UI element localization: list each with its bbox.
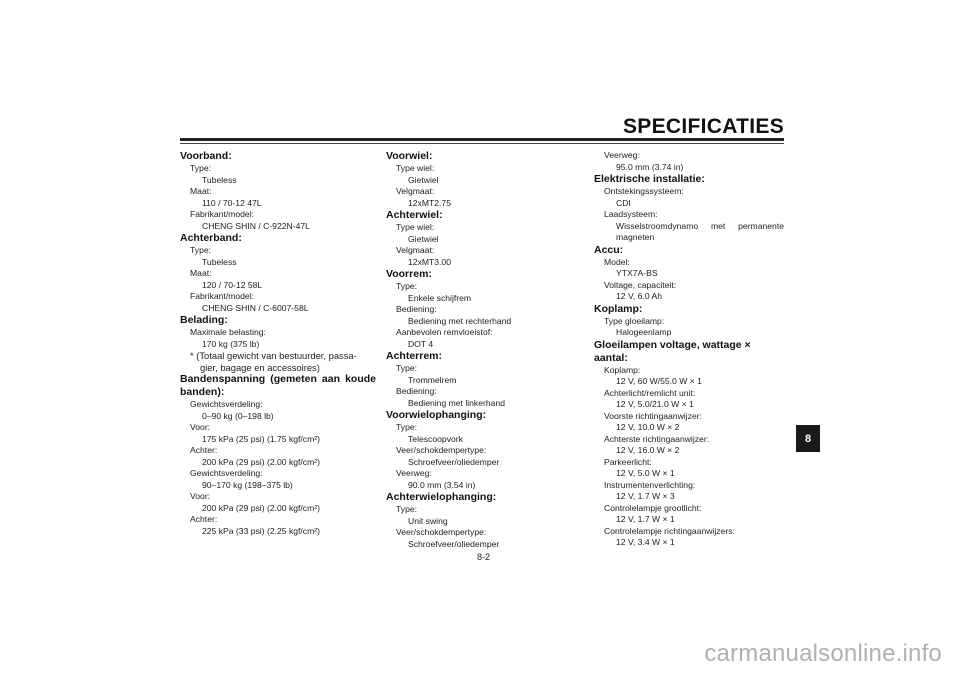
section-heading: Voorband: [180,150,232,162]
section-heading: Voorwiel: [386,150,433,162]
spec-value: 12xMT2.75 [408,197,451,208]
header-rule-thin [180,143,784,144]
spec-value: Bediening met linkerhand [408,397,505,408]
column-electrical [594,150,784,549]
spec-label: Velgmaat: [396,245,435,255]
spec-value: Gietwiel [408,174,439,185]
spec-label: Veer/schokdempertype: [396,527,487,537]
spec-label: Voorste richtingaanwijzer: [604,410,702,421]
spec-label: Controlelampje grootlicht: [604,502,702,513]
spec-value: CHENG SHIN / C-6007-58L [202,302,309,313]
spec-value: Schroefveer/oliedemper [408,538,500,549]
section-heading: Accu: [594,243,624,256]
spec-value: Enkele schijfrem [408,292,472,303]
spec-value: 200 kPa (29 psi) (2.00 kgf/cm²) [202,456,320,467]
spec-value: Unit swing [408,515,448,526]
spec-label: Bediening: [396,304,437,314]
spec-value: Tubeless [202,256,237,267]
spec-value: Bediening met rechterhand [408,315,512,326]
section-heading: Bandenspanning (gemeten aan koude [180,373,376,385]
spec-value: Halogeenlamp [616,327,672,337]
spec-label: Koplamp: [604,364,641,375]
spec-value: YTX7A-BS [616,268,658,278]
section-heading: Achterwielophanging: [386,491,497,503]
spec-label: Type: [396,363,418,373]
section-heading: Achterwiel: [386,209,443,221]
spec-label: Voltage, capaciteit: [604,279,677,290]
section-heading: Achterband: [180,232,242,244]
spec-label: Ontstekingssysteem: [604,186,684,196]
spec-label: Instrumentenverlichting: [604,479,696,490]
spec-value: Telescoopvork [408,433,463,444]
spec-label: Controlelampje richtingaanwijzers: [604,525,735,536]
spec-label: Fabrikant/model: [190,209,255,219]
footnote: * (Totaal gewicht van bestuurder, passa- [190,350,357,361]
spec-value: 12 V, 5.0 W × 1 [616,468,675,478]
spec-label: Veer/schokdempertype: [396,445,487,455]
spec-label: Achter: [190,445,218,455]
page-title: SPECIFICATIES [622,115,784,138]
spec-value: 12 V, 16.0 W × 2 [616,445,680,455]
spec-value: Schroefveer/oliedemper [408,456,500,467]
spec-label: Maat: [190,186,212,196]
spec-label: Maat: [190,268,212,278]
spec-label: Velgmaat: [396,186,435,196]
spec-value: 95.0 mm (3.74 in) [616,161,684,172]
header-rule [180,138,784,141]
spec-label: Parkeerlicht: [604,456,652,467]
spec-label: Maximale belasting: [190,327,266,337]
spec-value: 90–170 kg (198–375 lb) [202,479,293,490]
spec-label: Type: [396,422,418,432]
spec-value: CHENG SHIN / C-922N-47L [202,220,310,231]
spec-value: 12 V, 1.7 W × 3 [616,491,675,501]
section-heading: Elektrische installatie: [594,173,705,185]
spec-label: Type gloeilamp: [604,315,665,326]
spec-value: 175 kPa (25 psi) (1.75 kgf/cm²) [202,433,320,444]
section-heading: Voorwielophanging: [386,409,487,421]
page-number: 8-2 [477,552,491,562]
spec-label: Type: [396,504,418,514]
spec-value: 200 kPa (29 psi) (2.00 kgf/cm²) [202,502,320,513]
spec-label: Aanbevolen remvloeistof: [396,327,493,337]
spec-value: 225 kPa (33 psi) (2.25 kgf/cm²) [202,525,320,536]
section-heading: Belading: [180,314,228,326]
spec-value: magneten [616,232,655,242]
spec-value: 90.0 mm (3.54 in) [408,479,476,490]
spec-label: Veerweg: [396,468,432,478]
spec-label: Veerweg: [604,150,640,160]
section-heading: Koplamp: [594,302,643,315]
spec-value: 120 / 70-12 58L [202,279,263,290]
watermark: carmanualsonline.info [704,640,942,667]
spec-label: Type wiel: [396,163,435,173]
spec-value: Trommelrem [408,374,457,385]
spec-label: Laadsysteem: [604,209,658,219]
column-wheels-brakes [386,150,576,550]
spec-value: 170 kg (375 lb) [202,338,260,349]
spec-value: CDI [616,197,631,208]
spec-label: Type: [190,245,212,255]
spec-label: Model: [604,256,630,267]
spec-label: Fabrikant/model: [190,291,255,301]
section-heading: Voorrem: [386,268,432,280]
footnote: gier, bagage en accessoires) [200,361,320,373]
spec-label: Type wiel: [396,222,435,232]
spec-value: 12 V, 3.4 W × 1 [616,537,675,547]
spec-value: DOT 4 [408,338,434,349]
spec-value: 12 V, 6.0 Ah [616,291,663,301]
spec-label: Type: [190,163,212,173]
spec-value: Wisselstroomdynamo met permanente [616,220,784,231]
spec-label: Gewichtsverdeling: [190,468,263,478]
spec-value: 0–90 kg (0–198 lb) [202,410,274,421]
spec-value: 110 / 70-12 47L [202,197,262,208]
spec-label: Voor: [190,491,211,501]
spec-value: 12 V, 5.0/21.0 W × 1 [616,399,694,409]
spec-label: Voor: [190,422,211,432]
spec-value: Gietwiel [408,233,439,244]
spec-value: Tubeless [202,174,237,185]
section-heading: Achterrem: [386,350,443,362]
spec-label: Achterlicht/remlicht unit: [604,387,696,398]
column-tires [180,150,376,537]
spec-value: 12 V, 10.0 W × 2 [616,422,680,432]
spec-label: Gewichtsverdeling: [190,399,263,409]
spec-value: 12 V, 1.7 W × 1 [616,514,675,524]
spec-value: 12xMT3.00 [408,256,451,267]
spec-label: Bediening: [396,386,437,396]
chapter-tab: 8 [796,425,820,452]
spec-label: Achterste richtingaanwijzer: [604,433,710,444]
spec-label: Achter: [190,514,218,524]
spec-label: Type: [396,281,418,291]
section-heading: banden): [180,386,225,398]
spec-value: 12 V, 60 W/55.0 W × 1 [616,376,702,386]
section-heading: Gloeilampen voltage, wattage × aantal: [594,338,751,364]
